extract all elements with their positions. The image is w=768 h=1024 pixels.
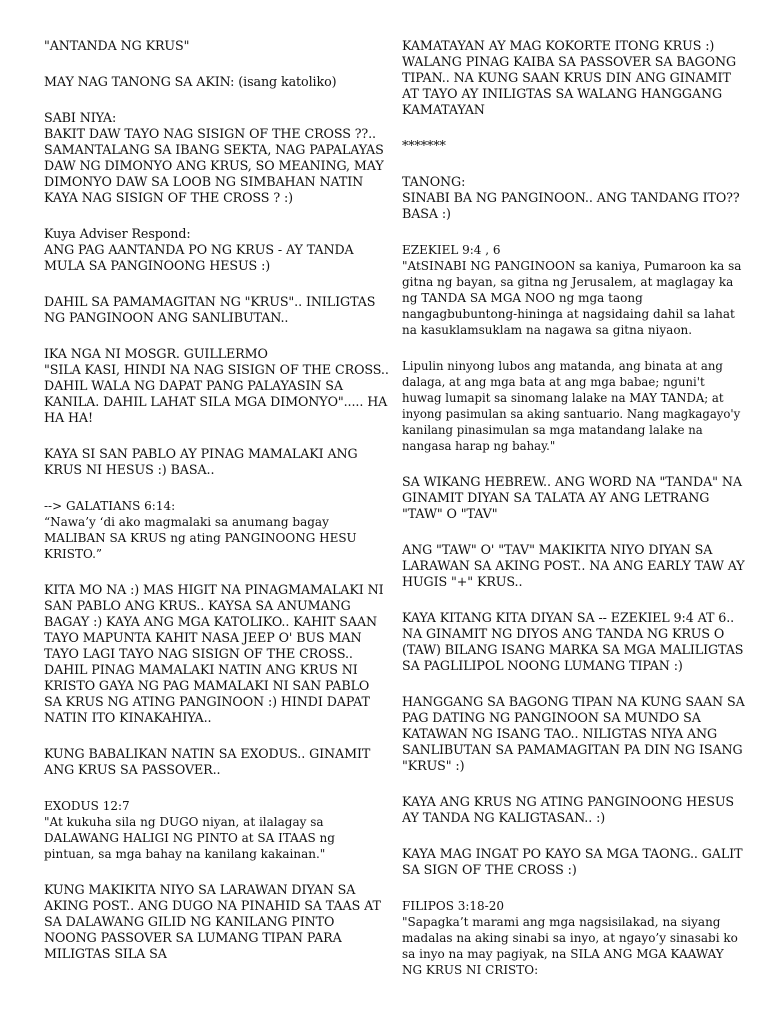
paragraph: KAYA KITANG KITA DIYAN SA -- EZEKIEL 9:4 AT 6.. NA GINAMIT NG DIYOS ANG TANDA NG KRUS O (TAW) BILANG ISANG MARKA SA MGA MALILIGTAS SA PAGLILIPOL NOONG LUMANG TIPAN :): [402, 610, 744, 673]
paragraph: MAY NAG TANONG SA AKIN: (isang katoliko): [44, 74, 337, 89]
paragraph: SA WIKANG HEBREW.. ANG WORD NA "TANDA" NA GINAMIT DIYAN SA TALATA AY ANG LETRANG "TAW" O "TAV": [402, 474, 742, 521]
paragraph: KAYA MAG INGAT PO KAYO SA MGA TAONG.. GALIT SA SIGN OF THE CROSS :): [402, 846, 743, 877]
paragraph: DAHIL SA PAMAMAGITAN NG "KRUS".. INILIGTAS NG PANGINOON ANG SANLIBUTAN..: [44, 294, 376, 325]
scripture-quote: Lipulin ninyong lubos ang matanda, ang binata at ang dalaga, at ang mga bata at ang mga babae; nguni't huwag lumapit sa sinomang lalake na MAY TANDA; at inyong pasimulan sa aking santuario. Nang magkagayo'y kanilang pinasimulan sa mga matandang lalake na nangasa harap ng bahay.": [402, 359, 741, 453]
scripture-quote: --> GALATIANS 6:14: “Nawa’y ‘di ako magmalaki sa anumang bagay MALIBAN SA KRUS ng ating PANGINOONG HESU KRISTO.”: [44, 499, 357, 561]
paragraph: TANONG: SINABI BA NG PANGINOON.. ANG TANDANG ITO?? BASA :): [402, 174, 740, 221]
paragraph: KUNG MAKIKITA NIYO SA LARAWAN DIYAN SA AKING POST.. ANG DUGO NA PINAHID SA TAAS AT SA DALAWANG GILID NG KANILANG PINTO NOONG PASSOVER SA LUMANG TIPAN PARA MILIGTAS SILA SA: [44, 882, 381, 961]
left-column: [44, 38, 389, 982]
right-column: [402, 38, 747, 998]
paragraph: Kuya Adviser Respond: ANG PAG AANTANDA PO NG KRUS - AY TANDA MULA SA PANGINOONG HESUS :): [44, 226, 354, 273]
paragraph: IKA NGA NI MOSGR. GUILLERMO "SILA KASI, HINDI NA NAG SISIGN OF THE CROSS.. DAHIL WALA NG DAPAT PANG PALAYASIN SA KANILA. DAHIL LAHAT SILA MGA DIMONYO"..... HA HA HA!: [44, 346, 389, 425]
paragraph: KUNG BABALIKAN NATIN SA EXODUS.. GINAMIT ANG KRUS SA PASSOVER..: [44, 746, 371, 777]
paragraph: SABI NIYA: BAKIT DAW TAYO NAG SISIGN OF THE CROSS ??.. SAMANTALANG SA IBANG SEKTA, NAG PAPALAYAS DAW NG DIMONYO ANG KRUS, SO MEANING, MAY DIMONYO DAW SA LOOB NG SIMBAHAN NATIN KAYA NAG SISIGN OF THE CROSS ? :): [44, 110, 384, 205]
paragraph: KAMATAYAN AY MAG KOKORTE ITONG KRUS :) WALANG PINAG KAIBA SA PASSOVER SA BAGONG TIPAN.. NA KUNG SAAN KRUS DIN ANG GINAMIT AT TAYO AY INILIGTAS SA WALANG HANGGANG KAMATAYAN: [402, 38, 736, 117]
scripture-quote: FILIPOS 3:18-20 "Sapagka’t marami ang mga nagsisilakad, na siyang madalas na aking sinabi sa inyo, at ngayo’y sinasabi ko sa inyo na may pagiyak, na SILA ANG MGA KAAWAY NG KRUS NI CRISTO:: [402, 899, 738, 977]
paragraph: HANGGANG SA BAGONG TIPAN NA KUNG SAAN SA PAG DATING NG PANGINOON SA MUNDO SA KATAWAN NG ISANG TAO.. NILIGTAS NIYA ANG SANLIBUTAN SA PAMAMAGITAN PA DIN NG ISANG "KRUS" :): [402, 694, 745, 773]
paragraph: KAYA ANG KRUS NG ATING PANGINOONG HESUS AY TANDA NG KALIGTASAN.. :): [402, 794, 735, 825]
paragraph: ANG "TAW" O' "TAV" MAKIKITA NIYO DIYAN SA LARAWAN SA AKING POST.. NA ANG EARLY TAW AY HUGIS "+" KRUS..: [402, 542, 745, 589]
scripture-quote: EXODUS 12:7 "At kukuha sila ng DUGO niyan, at ilalagay sa DALAWANG HALIGI NG PINTO at SA ITAAS ng pintuan, sa mga bahay na kanilang kakainan.": [44, 799, 335, 861]
paragraph: KITA MO NA :) MAS HIGIT NA PINAGMAMALAKI NI SAN PABLO ANG KRUS.. KAYSA SA ANUMANG BAGAY :) KAYA ANG MGA KATOLIKO.. KAHIT SAAN TAYO MAPUNTA KAHIT NASA JEEP O' BUS MAN TAYO LAGI TAYO NAG SISIGN OF THE CROSS.. DAHIL PINAG MAMALAKI NATIN ANG KRUS NI KRISTO GAYA NG PAG MAMALAKI NI SAN PABLO SA KRUS NG ATING PANGINOON :) HINDI DAPAT NATIN ITO KINAKAHIYA..: [44, 582, 384, 725]
separator-text: *******: [402, 138, 446, 153]
paragraph: KAYA SI SAN PABLO AY PINAG MAMALAKI ANG KRUS NI HESUS :) BASA..: [44, 446, 358, 477]
paragraph: "ANTANDA NG KRUS": [44, 38, 190, 53]
scripture-quote: EZEKIEL 9:4 , 6 "AtSINABI NG PANGINOON sa kaniya, Pumaroon ka sa gitna ng bayan, sa gitna ng Jerusalem, at maglagay ka ng TANDA SA MGA NOO ng mga taong nangagbubuntong-hininga at nagsidaing dahil sa lahat na kasuklamsuklam na nagawa sa gitna niyaon.: [402, 243, 742, 337]
